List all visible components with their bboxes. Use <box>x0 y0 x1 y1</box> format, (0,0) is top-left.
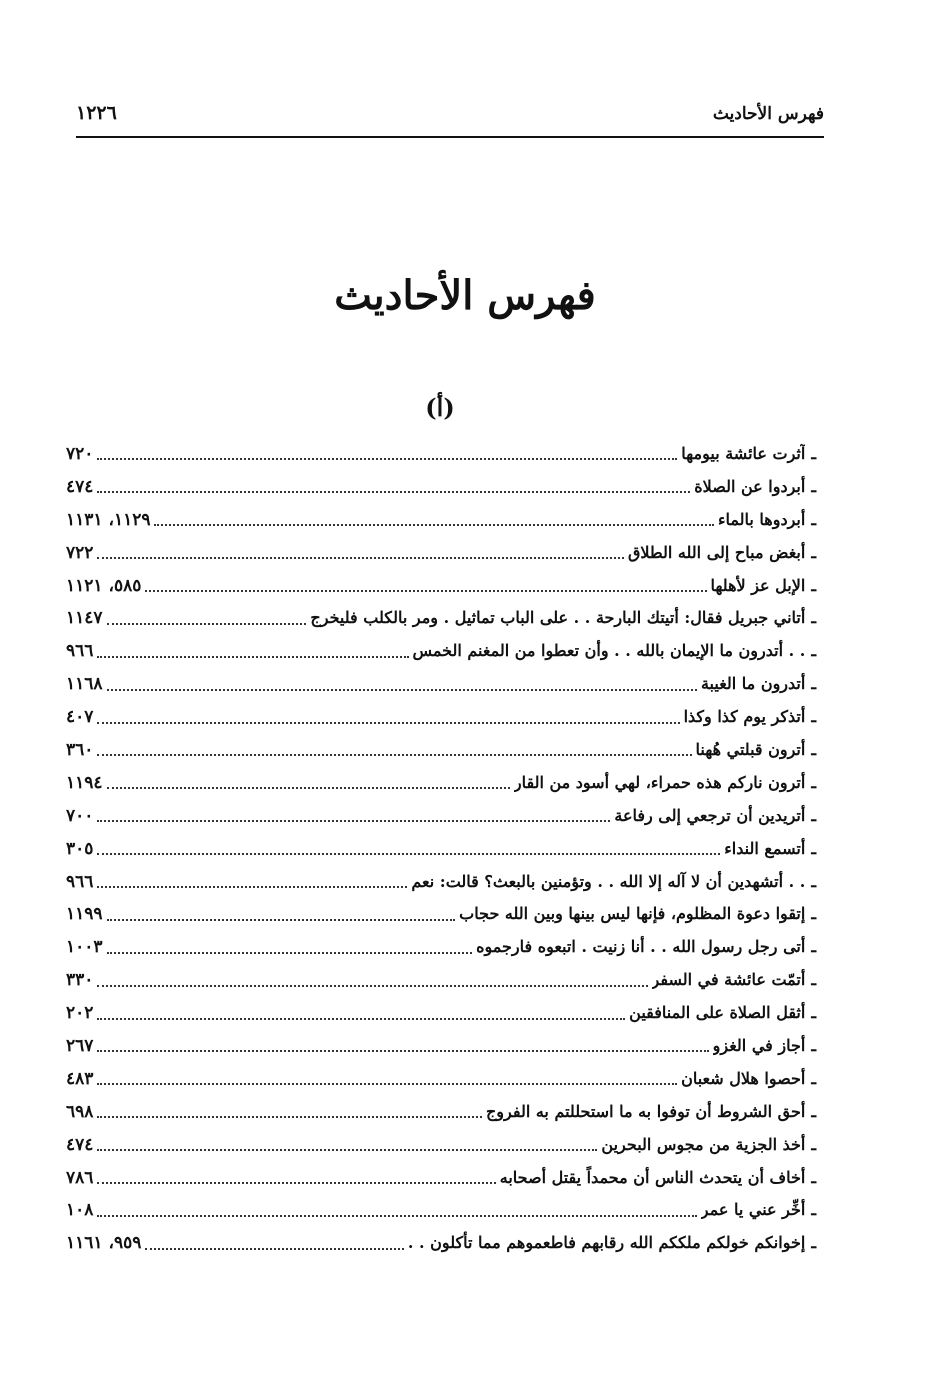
index-entry <box>66 898 816 931</box>
index-entry <box>66 471 816 504</box>
dot-leader <box>97 491 690 493</box>
hadith-index-list <box>66 438 816 1260</box>
entry-dash: ـ <box>811 1068 816 1088</box>
entry-dash: ـ <box>811 1036 816 1056</box>
index-entry <box>66 1162 816 1195</box>
entry-page-refs: ٤٠٧ <box>66 707 94 728</box>
dot-leader <box>97 1215 696 1217</box>
entry-dash: ـ <box>811 476 816 496</box>
dot-leader <box>97 754 691 756</box>
dot-leader <box>97 1149 597 1151</box>
dot-leader <box>145 1248 404 1250</box>
entry-page-refs: ١١٩٩ <box>66 904 103 925</box>
index-entry <box>66 800 816 833</box>
entry-dash: ـ <box>811 707 816 727</box>
index-entry <box>66 635 816 668</box>
entry-text: أحصوا هلال شعبان <box>681 1068 806 1088</box>
entry-text: أتريدين أن ترجعي إلى رفاعة <box>614 805 806 825</box>
entry-dash: ـ <box>811 641 816 661</box>
page-title: فهرس الأحاديث <box>334 272 596 319</box>
entry-dash: ـ <box>811 1101 816 1121</box>
entry-page-refs: ٧٨٦ <box>66 1167 94 1188</box>
entry-page-refs: ١٠٠٣ <box>66 937 103 958</box>
entry-page-refs: ١١٤٧ <box>66 608 103 629</box>
entry-text: أتدرون ما الغيبة <box>700 674 806 694</box>
entry-text: أحق الشروط أن توفوا به ما استحللتم به الفروج <box>485 1101 806 1121</box>
index-entry <box>66 1194 816 1227</box>
entry-text: أبردوا عن الصلاة <box>694 476 806 496</box>
entry-page-refs: ٧٢٢ <box>66 542 94 563</box>
entry-text: أتذكر يوم كذا وكذا <box>683 707 806 727</box>
entry-text: آثرت عائشة بيومها <box>681 444 806 463</box>
entry-text: أثقل الصلاة على المنافقين <box>629 1003 806 1023</box>
dot-leader <box>97 985 647 987</box>
entry-dash: ـ <box>811 904 816 924</box>
entry-page-refs: ١١٢٩، ١١٣١ <box>66 509 151 530</box>
index-entry <box>66 833 816 866</box>
entry-page-refs: ٧٢٠ <box>66 444 94 464</box>
entry-text: أخاف أن يتحدث الناس أن محمداً يقتل أصحابه <box>499 1167 806 1187</box>
index-entry <box>66 504 816 537</box>
entry-dash: ـ <box>811 1167 816 1187</box>
entry-text: أبغض مباح إلى الله الطلاق <box>627 542 806 562</box>
dot-leader <box>97 722 679 724</box>
entry-dash: ـ <box>811 1134 816 1154</box>
index-entry <box>66 1063 816 1096</box>
index-entry <box>66 602 816 635</box>
index-entry <box>66 997 816 1030</box>
index-entry <box>66 1129 816 1162</box>
entry-text: أخذ الجزية من مجوس البحرين <box>601 1134 806 1154</box>
entry-dash: ـ <box>811 674 816 694</box>
dot-leader <box>97 886 407 888</box>
entry-dash: ـ <box>811 1200 816 1220</box>
dot-leader <box>107 623 307 625</box>
entry-dash: ـ <box>811 608 816 628</box>
entry-text: إخوانكم خولكم ملككم الله رقابهم فاطعموهم مما تأكلون . . <box>407 1233 806 1253</box>
entry-dash: ـ <box>811 772 816 792</box>
index-entry <box>66 701 816 734</box>
entry-dash: ـ <box>811 970 816 990</box>
index-entry <box>66 438 816 471</box>
entry-page-refs: ١١٩٤ <box>66 772 103 793</box>
entry-text: أبردوها بالماء <box>718 509 806 529</box>
entry-page-refs: ٣٣٠ <box>66 970 94 991</box>
entry-page-refs: ٢٦٧ <box>66 1036 94 1057</box>
running-title: فهرس الأحاديث <box>712 104 824 124</box>
dot-leader <box>97 557 624 559</box>
index-entry <box>66 964 816 997</box>
entry-page-refs: ٤٧٤ <box>66 1134 94 1155</box>
index-entry <box>66 668 816 701</box>
dot-leader <box>97 1116 482 1118</box>
dot-leader <box>97 1050 708 1052</box>
entry-dash: ـ <box>811 740 816 760</box>
dot-leader <box>97 458 677 460</box>
index-entry <box>66 1227 816 1260</box>
entry-dash: ـ <box>811 937 816 957</box>
entry-page-refs: ٣٦٠ <box>66 740 94 761</box>
entry-text: أترون قبلتي هُهنا <box>695 740 806 760</box>
index-entry <box>66 866 816 899</box>
entry-page-refs: ٧٠٠ <box>66 805 94 826</box>
index-entry <box>66 537 816 570</box>
running-header <box>76 100 824 138</box>
dot-leader <box>97 853 720 855</box>
dot-leader <box>107 919 456 921</box>
entry-text: . . أتشهدين أن لا آله إلا الله . . وتؤمنين بالبعث؟ قالت: نعم <box>411 871 806 891</box>
index-entry <box>66 570 816 603</box>
entry-page-refs: ٣٠٥ <box>66 838 94 859</box>
entry-page-refs: ٩٥٩، ١١٦١ <box>66 1233 142 1254</box>
entry-page-refs: ٥٨٥، ١١٢١ <box>66 575 142 596</box>
entry-dash: ـ <box>811 444 816 463</box>
dot-leader <box>97 1018 625 1020</box>
dot-leader <box>145 590 706 592</box>
page-number: ١٢٢٦ <box>76 102 117 124</box>
dot-leader <box>107 787 510 789</box>
entry-text: . . أتدرون ما الإيمان بالله . . وأن تعطوا من المغنم الخمس <box>412 641 806 661</box>
entry-page-refs: ٢٠٢ <box>66 1003 94 1024</box>
entry-dash: ـ <box>811 1233 816 1253</box>
entry-text: الإبل عز لأهلها <box>710 575 806 595</box>
index-entry <box>66 734 816 767</box>
dot-leader <box>107 952 473 954</box>
entry-text: أتاني جبريل فقال: أتيتك البارحة . . على الباب تماثيل . ومر بالكلب فليخرج <box>310 608 806 628</box>
index-entry <box>66 1030 816 1063</box>
entry-text: إتقوا دعوة المظلوم، فإنها ليس بينها وبين الله حجاب <box>459 904 806 924</box>
entry-text: أتسمع النداء <box>724 838 806 858</box>
entry-page-refs: ٤٨٣ <box>66 1068 94 1089</box>
entry-dash: ـ <box>811 805 816 825</box>
index-entry <box>66 1096 816 1129</box>
entry-dash: ـ <box>811 871 816 891</box>
index-entry <box>66 931 816 964</box>
section-heading: (أ) <box>425 393 455 422</box>
entry-page-refs: ١٠٨ <box>66 1200 94 1221</box>
entry-dash: ـ <box>811 838 816 858</box>
dot-leader <box>107 689 697 691</box>
entry-page-refs: ٤٧٤ <box>66 476 94 497</box>
dot-leader <box>97 820 610 822</box>
entry-dash: ـ <box>811 1003 816 1023</box>
entry-dash: ـ <box>811 509 816 529</box>
entry-text: أترون ناركم هذه حمراء، لهي أسود من القار <box>513 772 806 792</box>
entry-page-refs: ٩٦٦ <box>66 641 94 662</box>
entry-text: أخِّر عني يا عمر <box>700 1200 806 1220</box>
entry-page-refs: ٩٦٦ <box>66 871 94 892</box>
dot-leader <box>97 1182 495 1184</box>
index-entry <box>66 767 816 800</box>
dot-leader <box>97 1083 677 1085</box>
entry-text: أجاز في الغزو <box>712 1036 806 1056</box>
dot-leader <box>154 524 714 526</box>
entry-dash: ـ <box>811 542 816 562</box>
dot-leader <box>97 656 408 658</box>
entry-text: أتمّت عائشة في السفر <box>651 970 806 990</box>
entry-page-refs: ٦٩٨ <box>66 1101 94 1122</box>
entry-text: أتى رجل رسول الله . . أنا زنيت . اتبعوه فارجموه <box>476 937 806 957</box>
entry-page-refs: ١١٦٨ <box>66 674 103 695</box>
entry-dash: ـ <box>811 575 816 595</box>
